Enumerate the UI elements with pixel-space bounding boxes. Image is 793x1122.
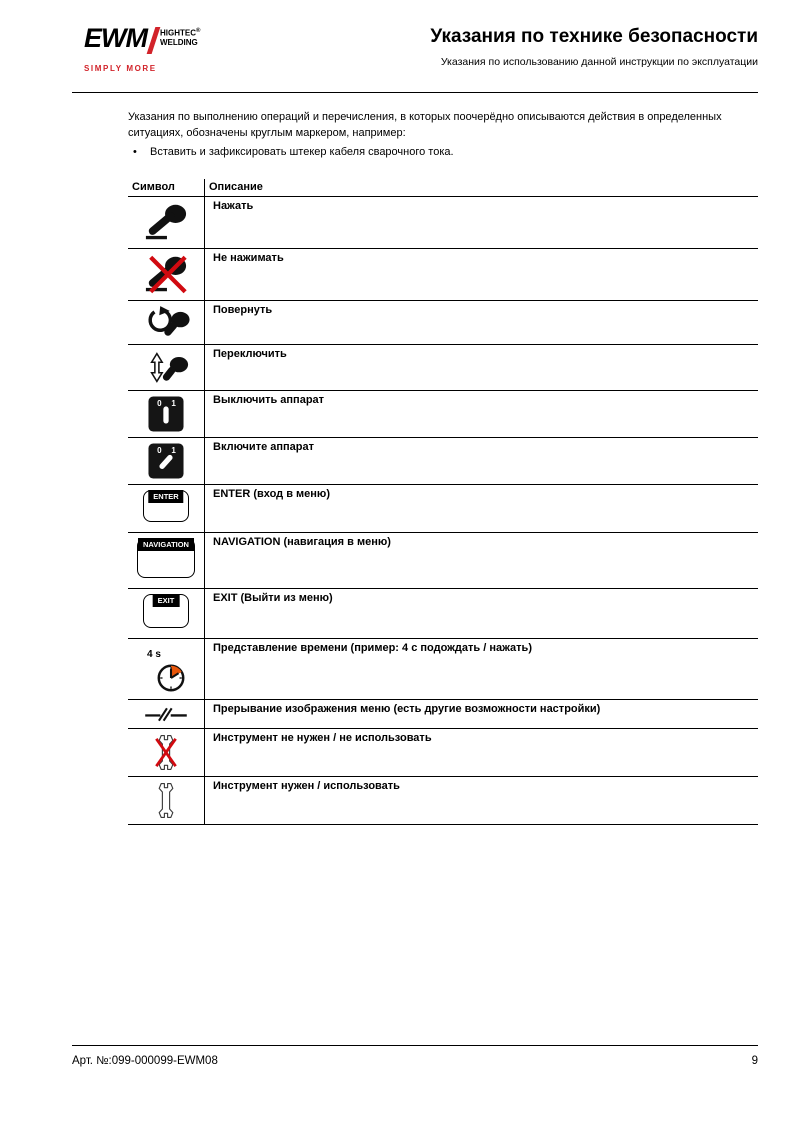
tool-not-needed-icon	[153, 734, 179, 771]
symbol-cell	[128, 438, 205, 485]
tool-needed-icon	[153, 782, 179, 819]
symbols-table	[128, 179, 758, 825]
table-row	[128, 700, 758, 729]
symbol-cell	[128, 700, 205, 729]
time-clock-icon	[145, 649, 187, 694]
page-footer	[72, 1045, 758, 1067]
page-header	[72, 23, 758, 93]
symbol-description: Прерывание изображения меню (есть другие возможности настройки)	[205, 700, 759, 729]
logo-slash-icon	[147, 27, 161, 54]
symbol-description: Нажать	[205, 197, 759, 249]
column-header-description: Описание	[205, 179, 759, 197]
exit-key-icon	[143, 594, 189, 628]
toggle-switch-icon	[142, 350, 190, 385]
symbol-description: Представление времени (пример: 4 с подождать / нажать)	[205, 639, 759, 700]
symbol-description: NAVIGATION (навигация в меню)	[205, 533, 759, 589]
symbol-description: Выключить аппарат	[205, 391, 759, 438]
switch-zero-label: 0	[157, 446, 162, 456]
main-content	[128, 110, 758, 825]
registered-mark: ®	[195, 28, 201, 34]
symbol-cell	[128, 249, 205, 301]
article-number: Арт. №:099-000099-EWM08	[72, 1055, 218, 1067]
symbol-description: Инструмент нужен / использовать	[205, 777, 759, 825]
table-row	[128, 639, 758, 700]
turn-icon	[141, 306, 191, 339]
symbol-cell	[128, 533, 205, 589]
switch-one-label: 1	[171, 446, 176, 456]
symbol-description: Включите аппарат	[205, 438, 759, 485]
table-row	[128, 301, 758, 345]
table-row	[128, 729, 758, 777]
logo-tagline-line2: WELDING	[159, 38, 198, 48]
symbol-cell	[128, 589, 205, 639]
time-label: 4 s	[147, 649, 161, 661]
logo-tagline-line1: HIGHTEC	[159, 28, 196, 38]
menu-interruption-icon	[143, 706, 189, 723]
intro-paragraph: Указания по выполнению операций и перечисления, в которых поочерёдно описываются действия в определенных ситуациях, обозначены круглым маркером, например:	[128, 111, 722, 139]
power-on-switch-icon	[148, 443, 184, 479]
symbol-description: Переключить	[205, 345, 759, 391]
logo-row	[84, 23, 201, 54]
logo-tagline	[160, 26, 200, 48]
symbol-cell	[128, 639, 205, 700]
enter-key-icon	[143, 490, 189, 522]
brand-text: EWM	[84, 23, 147, 53]
ewm-logo	[84, 23, 201, 73]
table-row	[128, 589, 758, 639]
power-off-switch-icon	[148, 396, 184, 432]
symbol-description: Не нажимать	[205, 249, 759, 301]
symbol-cell	[128, 197, 205, 249]
table-row	[128, 197, 758, 249]
logo-slogan: SIMPLY MORE	[84, 64, 157, 73]
page-number: 9	[751, 1055, 758, 1067]
symbol-cell	[128, 729, 205, 777]
switch-one-label: 1	[171, 399, 176, 409]
do-not-press-hand-icon	[144, 254, 188, 295]
table-row	[128, 345, 758, 391]
symbol-cell	[128, 391, 205, 438]
symbol-description: Повернуть	[205, 301, 759, 345]
column-header-symbol: Символ	[128, 179, 205, 197]
symbol-cell	[128, 301, 205, 345]
bullet-list	[128, 144, 758, 162]
symbol-cell	[128, 485, 205, 533]
table-header-row	[128, 179, 758, 197]
page-title: Указания по технике безопасности	[430, 26, 758, 47]
symbol-description: EXIT (Выйти из меню)	[205, 589, 759, 639]
table-row	[128, 533, 758, 589]
title-block	[430, 26, 758, 68]
enter-key-label: ENTER	[148, 490, 183, 503]
exit-key-label: EXIT	[153, 594, 180, 607]
table-row	[128, 249, 758, 301]
symbol-cell	[128, 345, 205, 391]
table-row	[128, 438, 758, 485]
table-row	[128, 485, 758, 533]
clock-face-icon	[155, 662, 187, 694]
table-row	[128, 391, 758, 438]
bullet-item: • Вставить и зафиксировать штекер кабеля сварочного тока.	[128, 144, 758, 162]
page-subtitle: Указания по использованию данной инструкции по эксплуатации	[440, 55, 758, 68]
switch-zero-label: 0	[157, 399, 162, 409]
symbol-description: ENTER (вход в меню)	[205, 485, 759, 533]
navigation-key-label: NAVIGATION	[138, 538, 194, 551]
symbol-description: Инструмент не нужен / не использовать	[205, 729, 759, 777]
press-hand-icon	[144, 202, 188, 243]
navigation-key-icon	[137, 538, 195, 578]
table-row	[128, 777, 758, 825]
symbol-cell	[128, 777, 205, 825]
